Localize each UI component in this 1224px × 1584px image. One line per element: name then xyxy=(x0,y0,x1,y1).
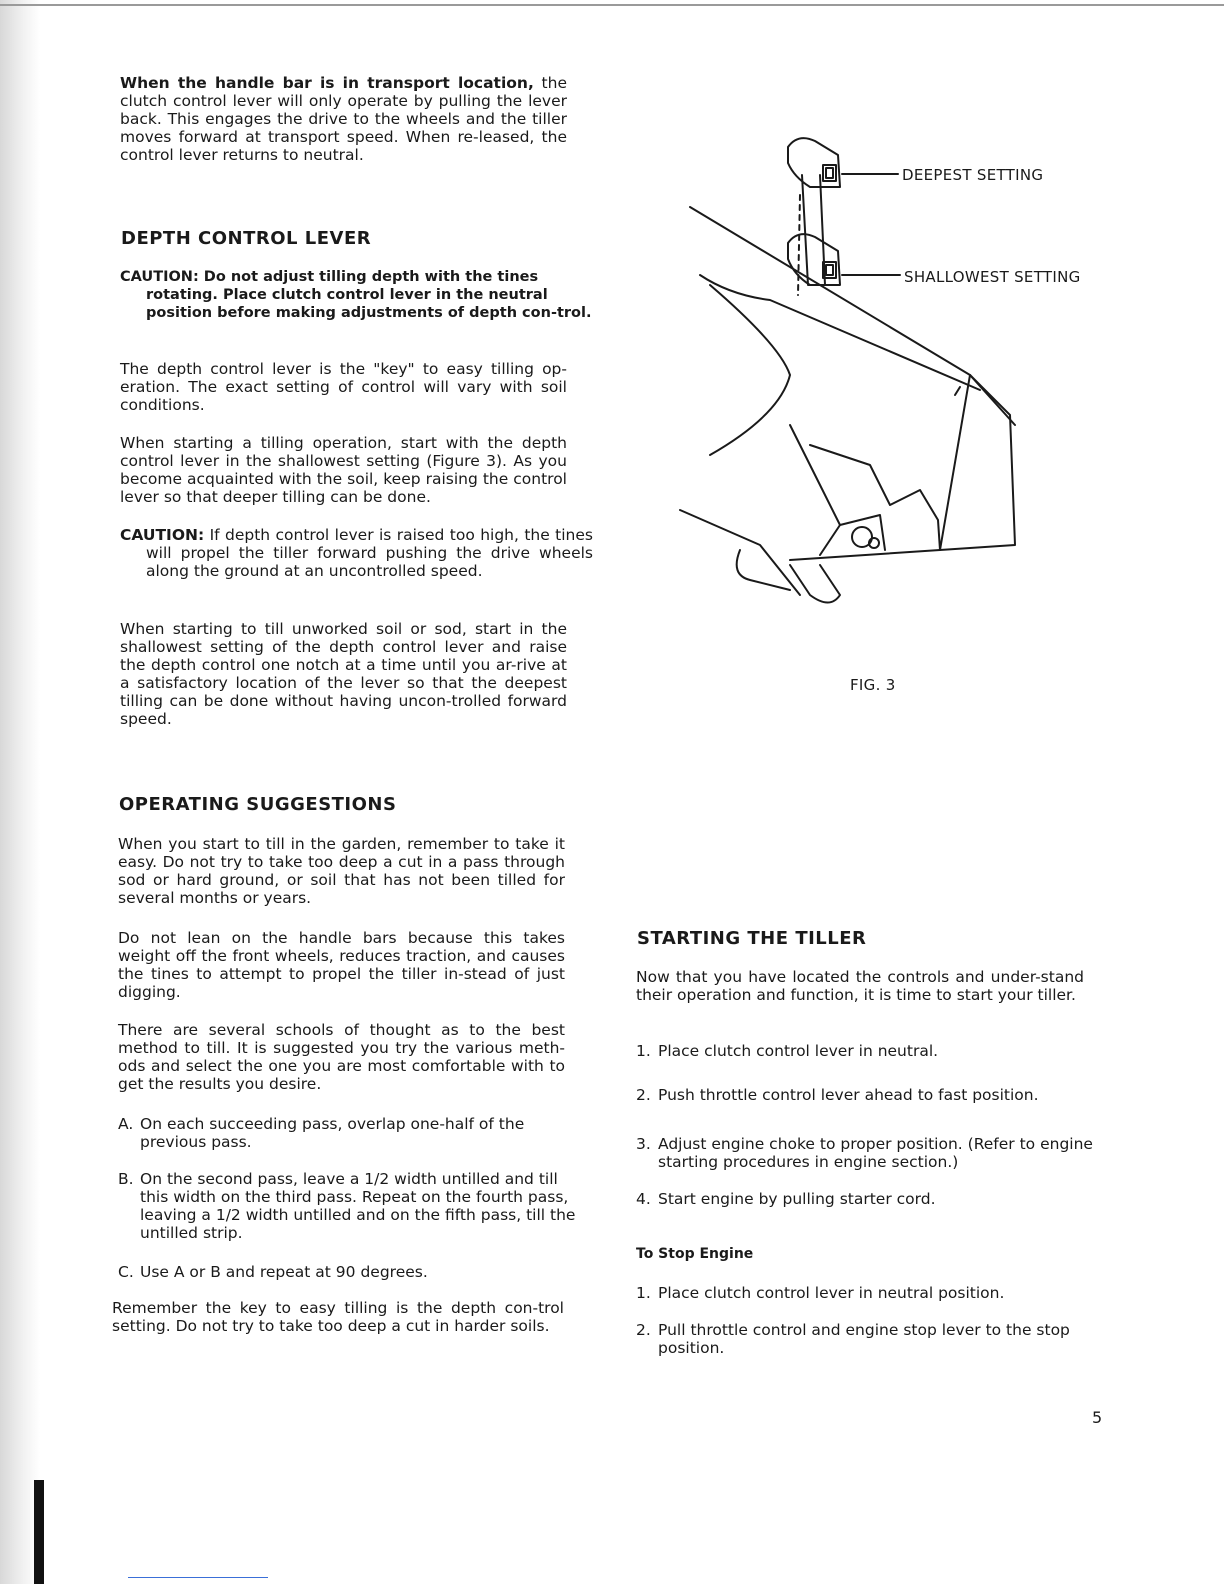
step-marker: 1. xyxy=(636,1284,651,1302)
start-step xyxy=(636,1042,1106,1060)
label-shallowest-setting: SHALLOWEST SETTING xyxy=(904,268,1081,286)
operating-para-take-easy: When you start to till in the garden, remember to take it easy. Do not try to take too deep a cut in a pass through sod or hard ground, or soil that has not been tilled for several months or years. xyxy=(118,835,565,907)
method-text: On the second pass, leave a 1/2 width untilled and till this width on the third pass. Repeat on the fourth pass, leaving a 1/2 width untilled and on the fifth pass, till the untilled strip. xyxy=(140,1170,576,1242)
top-rule xyxy=(0,4,1224,6)
intro-lead: When the handle bar is in transport location, xyxy=(120,74,534,92)
depth-para-key: The depth control lever is the "key" to easy tilling op-eration. The exact setting of control will vary with soil conditions. xyxy=(120,360,567,414)
method-item xyxy=(118,1115,587,1151)
stop-engine-heading: To Stop Engine xyxy=(636,1246,754,1262)
step-text: Place clutch control lever in neutral. xyxy=(658,1042,939,1060)
method-marker: C. xyxy=(118,1263,134,1281)
step-marker: 3. xyxy=(636,1135,651,1153)
binding-mark xyxy=(34,1480,44,1584)
intro-text: the clutch control lever will only operate by pulling the lever back. This engages the drive to the wheels and the tiller moves forward at transport speed. When re-leased, the control lever returns to neutral. xyxy=(120,74,567,164)
step-marker: 4. xyxy=(636,1190,651,1208)
starting-tiller-heading: STARTING THE TILLER xyxy=(637,928,867,949)
page-shadow xyxy=(0,0,40,1584)
step-text: Push throttle control lever ahead to fast position. xyxy=(658,1086,1039,1104)
step-marker: 2. xyxy=(636,1086,651,1104)
depth-control-heading: DEPTH CONTROL LEVER xyxy=(121,228,372,249)
operating-para-handle-bars: Do not lean on the handle bars because this takes weight off the front wheels, reduces traction, and causes the tines to attempt to propel the tiller in-stead of just digging. xyxy=(118,929,565,1001)
figure-caption: FIG. 3 xyxy=(850,676,896,694)
operating-closing: Remember the key to easy tilling is the depth con-trol setting. Do not try to take too deep a cut in harder soils. xyxy=(112,1299,564,1335)
caution-text: Do not adjust tilling depth with the tines rotating. Place clutch control lever in the neutral position before making adjustments of depth con-trol. xyxy=(146,269,592,321)
caution-label: CAUTION: xyxy=(120,269,199,285)
caution-text: If depth control lever is raised too high, the tines will propel the tiller forward pushing the drive wheels along the ground at an uncontrolled speed. xyxy=(146,526,593,580)
method-marker: B. xyxy=(118,1170,134,1188)
method-text: Use A or B and repeat at 90 degrees. xyxy=(140,1263,428,1281)
start-step xyxy=(636,1086,1106,1104)
starting-intro: Now that you have located the controls and under-stand their operation and function, it is time to start your tiller. xyxy=(636,968,1084,1004)
page-number: 5 xyxy=(1092,1408,1103,1427)
depth-para-starting: When starting a tilling operation, start with the depth control lever in the shallowest setting (Figure 3). As you become acquainted with the soil, keep raising the control lever so that deeper tilling can be done. xyxy=(120,434,567,506)
operating-suggestions-heading: OPERATING SUGGESTIONS xyxy=(119,794,397,815)
caution-raised-too-high xyxy=(120,526,593,580)
tiller-depth-lever-illustration xyxy=(670,125,1090,645)
step-text: Place clutch control lever in neutral position. xyxy=(658,1284,1005,1302)
caution-tilling-depth xyxy=(120,268,593,322)
start-step xyxy=(636,1190,1106,1208)
step-marker: 2. xyxy=(636,1321,651,1339)
start-step xyxy=(636,1135,1106,1171)
bottom-underline xyxy=(128,1577,268,1578)
caution-label: CAUTION: xyxy=(120,526,205,544)
method-marker: A. xyxy=(118,1115,134,1133)
step-marker: 1. xyxy=(636,1042,651,1060)
label-deepest-setting: DEEPEST SETTING xyxy=(902,166,1044,184)
depth-para-unworked-soil: When starting to till unworked soil or sod, start in the shallowest setting of the depth control lever and raise the depth control one notch at a time until you ar-rive at a satisfactory location of the lever so that the deepest tilling can be done without having uncon-trolled forward speed. xyxy=(120,620,567,728)
stop-step xyxy=(636,1321,1106,1357)
step-text: Start engine by pulling starter cord. xyxy=(658,1190,936,1208)
method-item xyxy=(118,1263,587,1281)
method-text: On each succeeding pass, overlap one-half of the previous pass. xyxy=(140,1115,525,1151)
step-text: Adjust engine choke to proper position. (Refer to engine starting procedures in engine section.) xyxy=(658,1135,1093,1171)
stop-step xyxy=(636,1284,1106,1302)
intro-paragraph xyxy=(120,74,567,164)
step-text: Pull throttle control and engine stop lever to the stop position. xyxy=(658,1321,1070,1357)
method-item xyxy=(118,1170,587,1242)
operating-para-methods: There are several schools of thought as to the best method to till. It is suggested you try the various meth-ods and select the one you are most comfortable with to get the results you desire. xyxy=(118,1021,565,1093)
